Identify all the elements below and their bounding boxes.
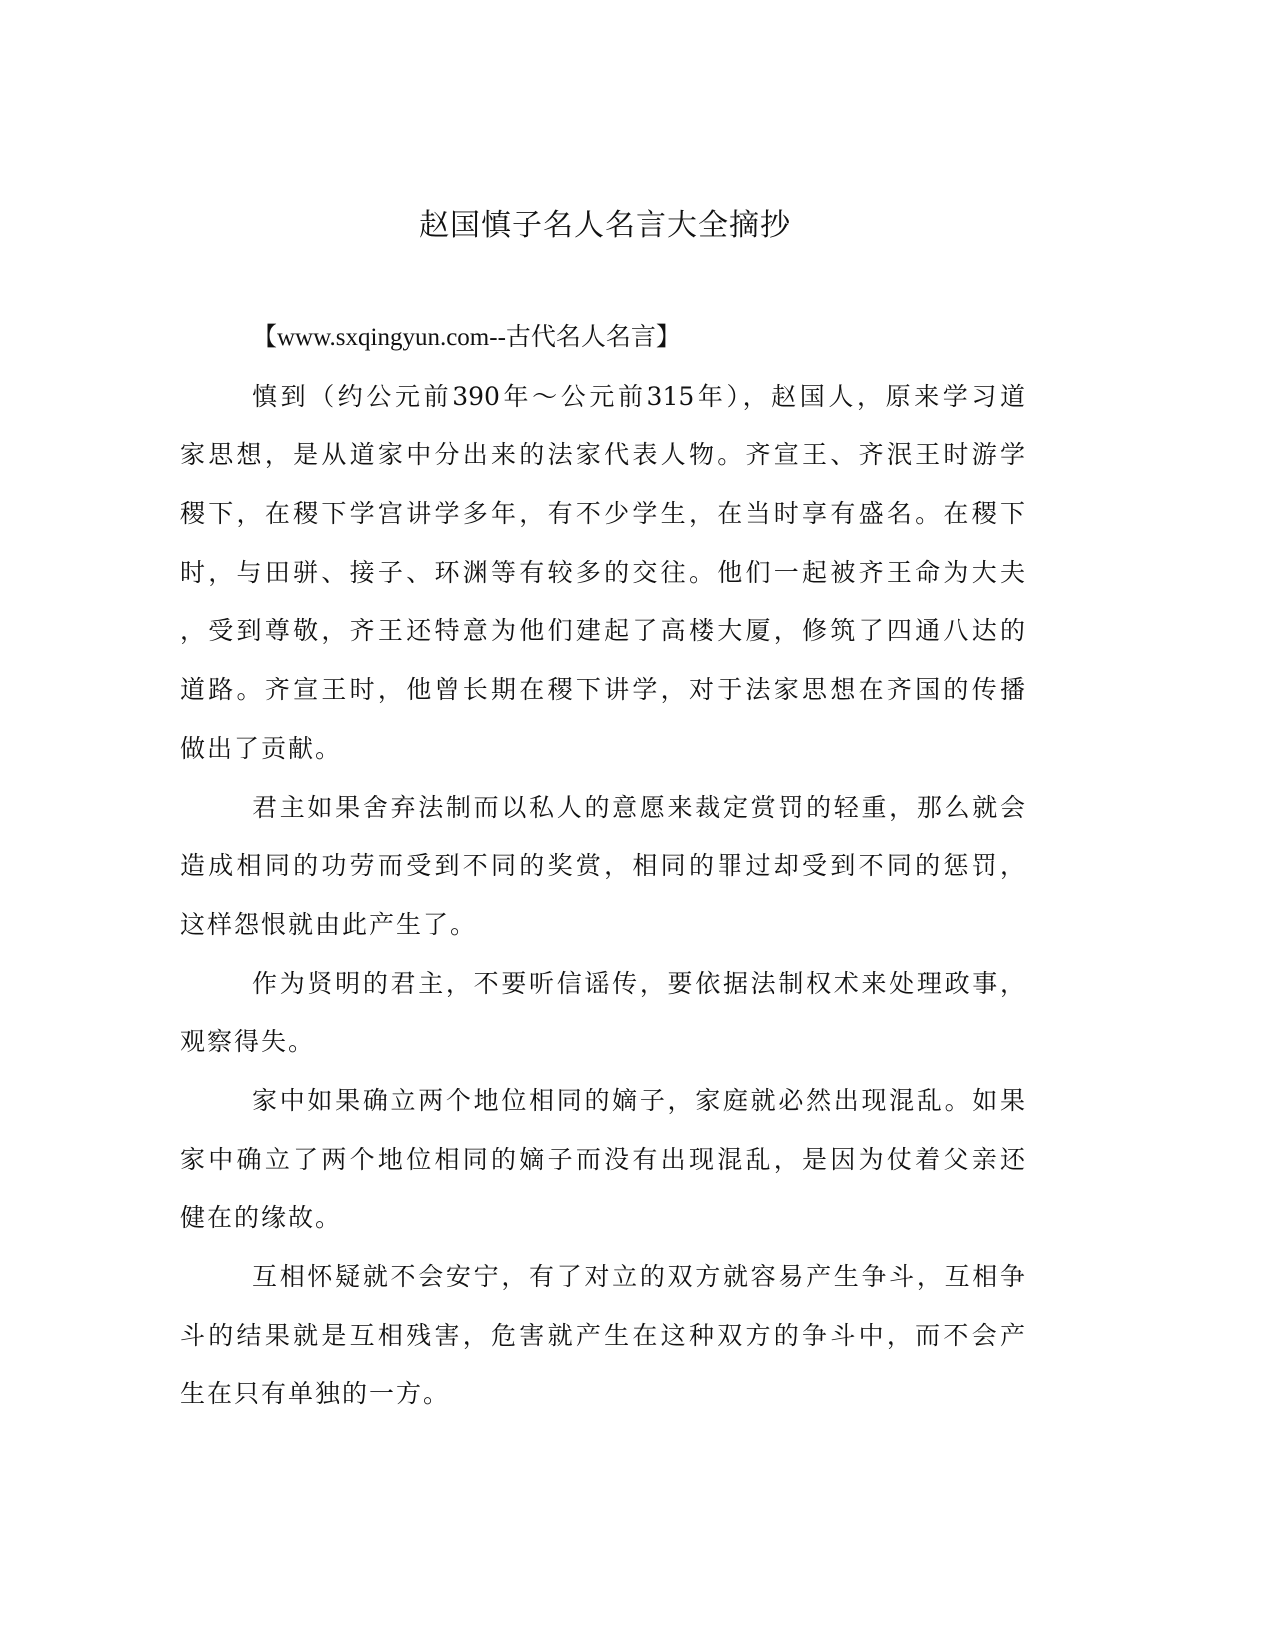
text-line: 道路。齐宣王时，他曾长期在稷下讲学，对于法家思想在齐国的传播 [180, 675, 1025, 705]
text-line: 斗的结果就是互相残害，危害就产生在这种双方的争斗中，而不会产 [180, 1320, 1025, 1350]
text-line: 君主如果舍弃法制而以私人的意愿来裁定赏罚的轻重，那么就会 [252, 792, 1025, 822]
paragraph [180, 1257, 1025, 1433]
paragraph [180, 964, 1025, 1081]
text-line: 作为贤明的君主，不要听信谣传，要依据法制权术来处理政事， [252, 968, 1025, 998]
text-line: 观察得失。 [180, 1027, 316, 1057]
paragraph [180, 788, 1025, 964]
text-line: ，受到尊敬，齐王还特意为他们建起了高楼大厦，修筑了四通八达的 [180, 616, 1025, 646]
text-line: 稷下，在稷下学宫讲学多年，有不少学生，在当时享有盛名。在稷下 [180, 499, 1025, 529]
paragraph [180, 1081, 1025, 1257]
document-title: 赵国慎子名人名言大全摘抄 [419, 208, 791, 243]
text-line: 家中如果确立两个地位相同的嫡子，家庭就必然出现混乱。如果 [252, 1085, 1025, 1115]
text-line: 家中确立了两个地位相同的嫡子而没有出现混乱，是因为仗着父亲还 [180, 1144, 1025, 1174]
text-line: 家思想，是从道家中分出来的法家代表人物。齐宣王、齐泯王时游学 [180, 440, 1025, 470]
text-line: 造成相同的功劳而受到不同的奖赏，相同的罪过却受到不同的惩罚， [180, 851, 1025, 881]
paragraph [180, 377, 1025, 788]
text-line: 慎到（约公元前390年～公元前315年），赵国人，原来学习道 [252, 381, 1025, 411]
text-line: 健在的缘故。 [180, 1203, 343, 1233]
document-body [180, 318, 1025, 1433]
text-line: 互相怀疑就不会安宁，有了对立的双方就容易产生争斗，互相争 [252, 1262, 1025, 1291]
source-tag: 【www.sxqingyun.com--古代名人名言】 [252, 324, 681, 351]
text-line: 做出了贡献。 [180, 733, 343, 763]
text-line: 时，与田骈、接子、环渊等有较多的交往。他们一起被齐王命为大夫 [180, 557, 1025, 587]
text-line: 这样怨恨就由此产生了。 [180, 909, 478, 939]
text-line: 生在只有单独的一方。 [180, 1379, 451, 1409]
